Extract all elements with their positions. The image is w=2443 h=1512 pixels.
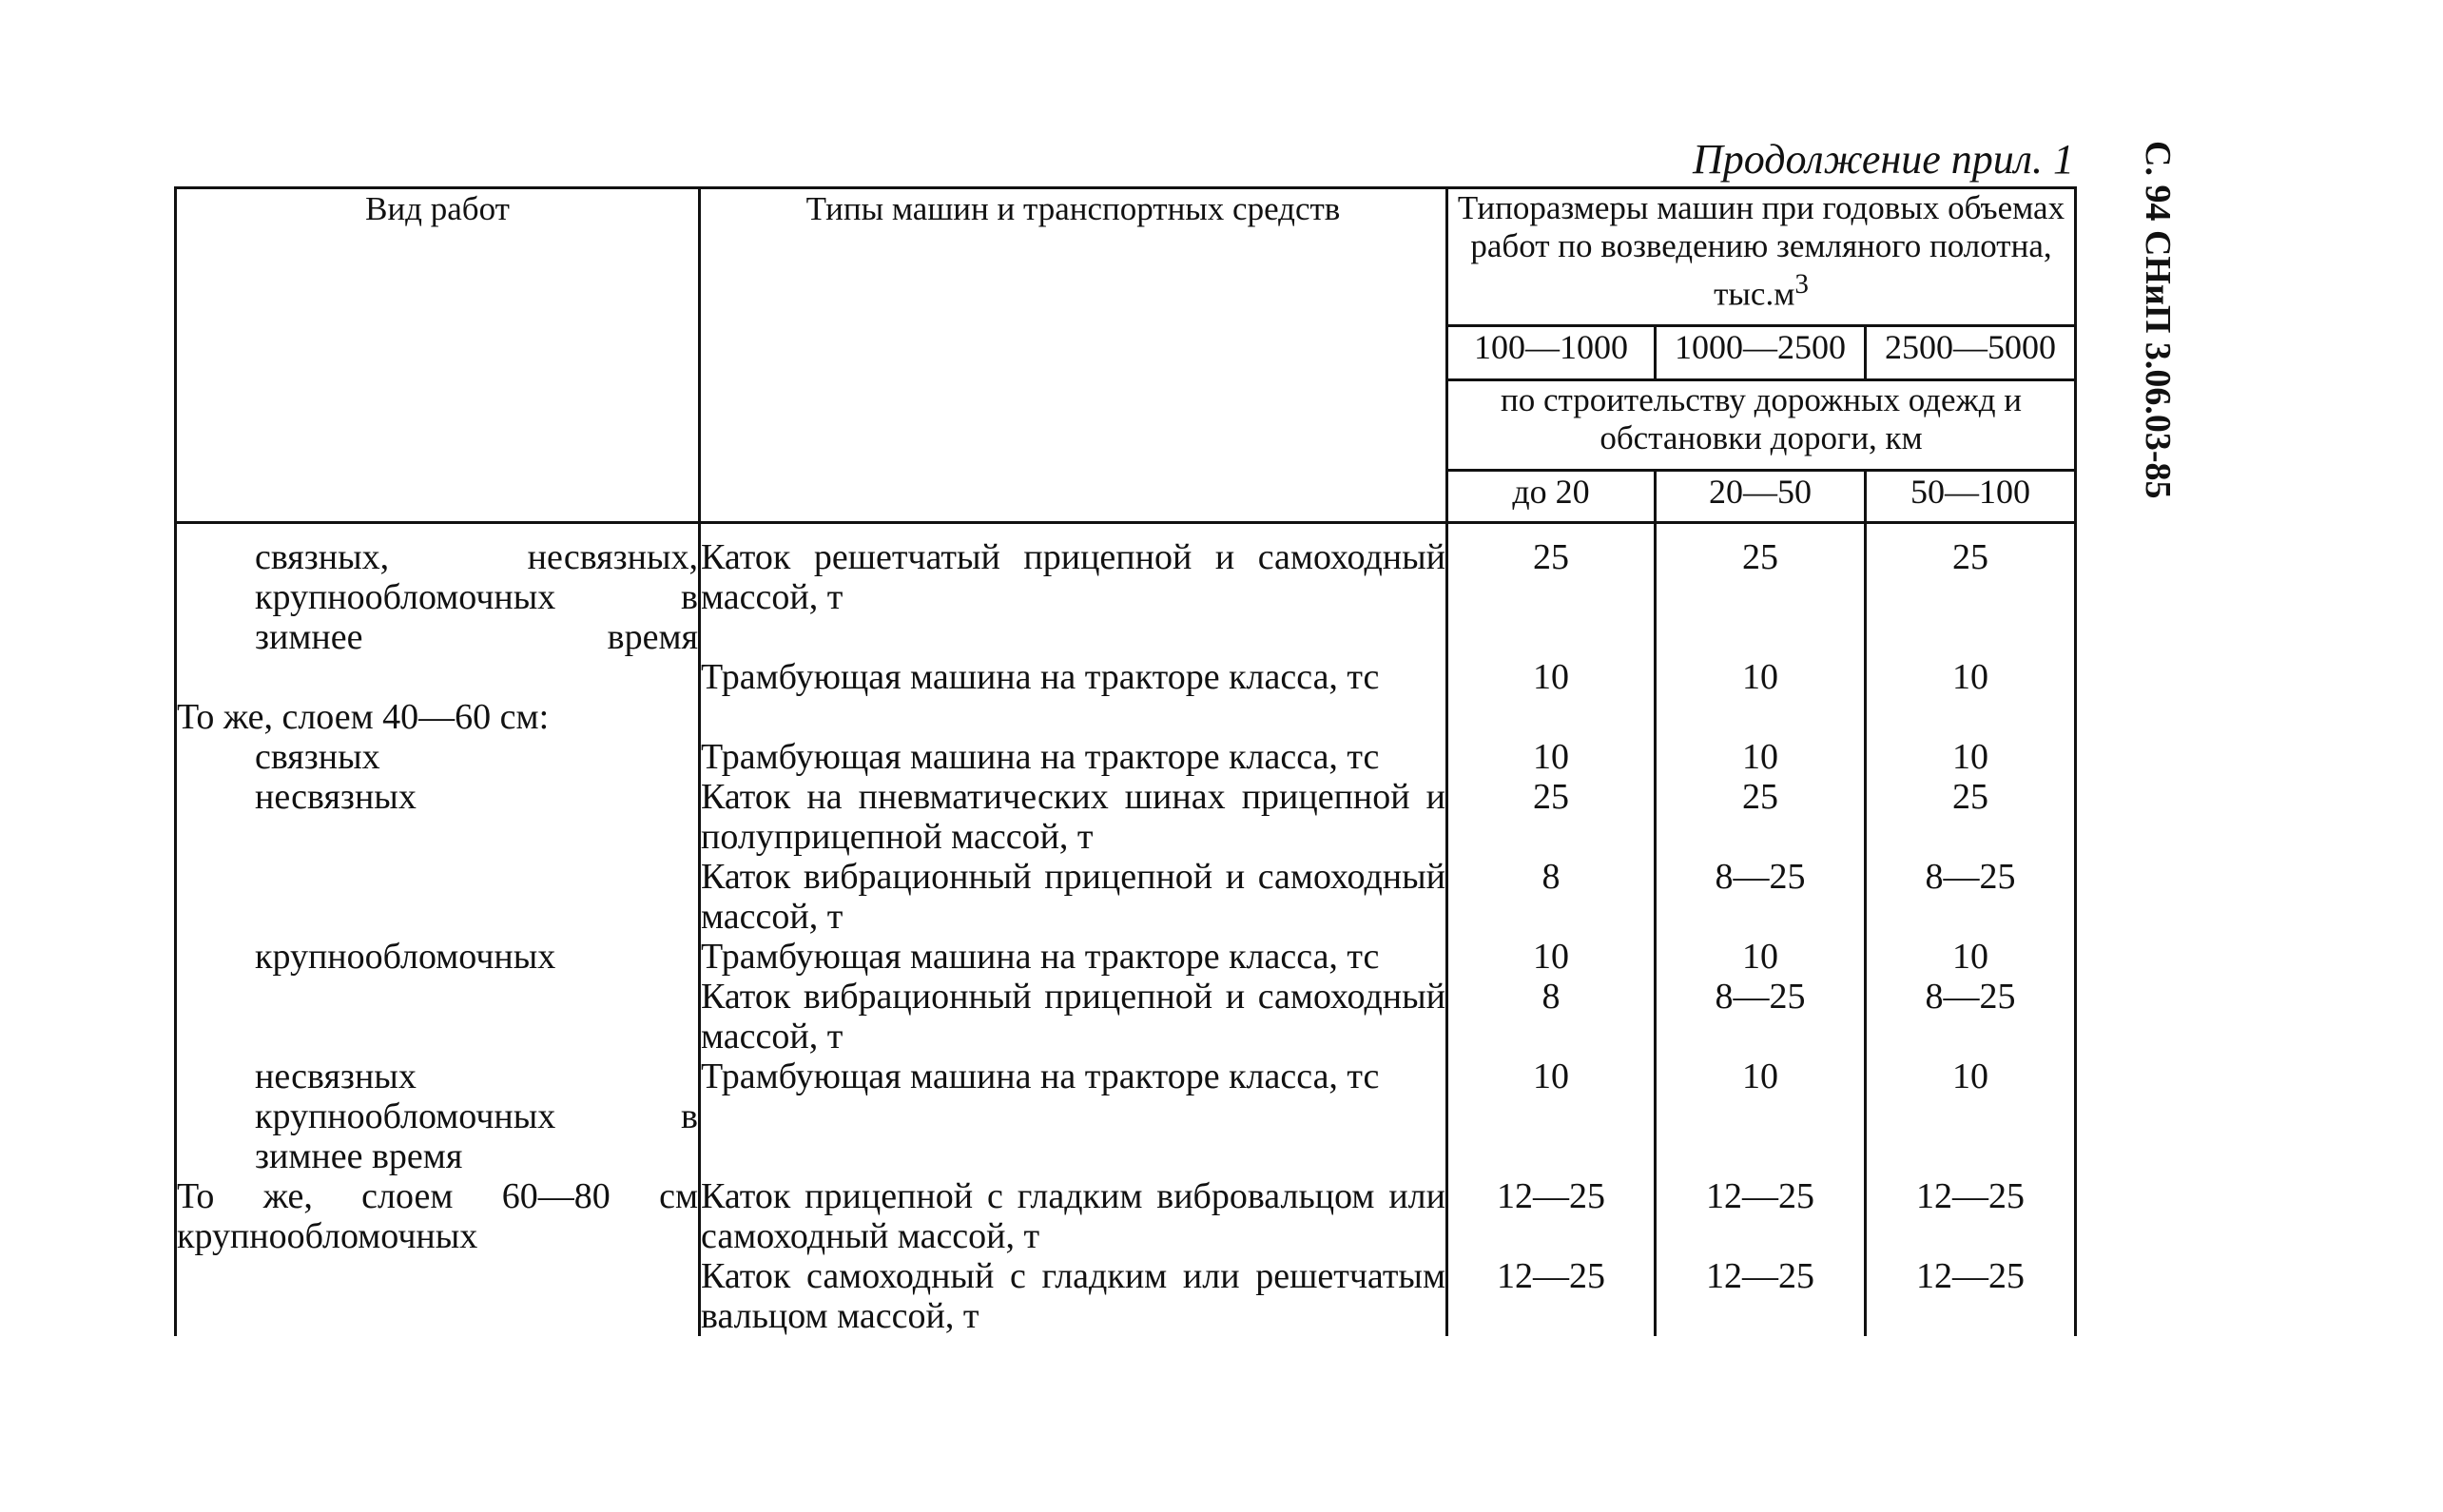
value-cell: 10 bbox=[1447, 937, 1656, 977]
machine-type: Каток вибрационный прицепной и самоходный массой, т bbox=[701, 857, 1445, 937]
header-group-text: Типоразмеры машин при годовых объемах работ по возведению земляного полотна, тыс.м bbox=[1457, 189, 2065, 313]
value-cell: 10 bbox=[1447, 737, 1656, 777]
machine-type: Каток самоходный с гладким или решетчатым вальцом массой, т bbox=[701, 1256, 1445, 1336]
machines-table bbox=[174, 186, 2077, 1336]
header-machine-types: Типы машин и транспортных средств bbox=[700, 188, 1447, 523]
table-row bbox=[176, 857, 2076, 937]
header-work-kind: Вид работ bbox=[176, 188, 700, 523]
value-cell bbox=[1656, 697, 1866, 737]
table-row bbox=[176, 697, 2076, 737]
value-cell: 10 bbox=[1866, 937, 2076, 977]
machine-type: Каток прицепной с гладким вибровальцом или самоходный массой, т bbox=[701, 1176, 1445, 1256]
value-cell: 12—25 bbox=[1866, 1256, 2076, 1336]
work-kind: связных, несвязных, крупнообломочных в зимнее время bbox=[255, 537, 698, 657]
table-row bbox=[176, 777, 2076, 857]
work-kind: связных bbox=[255, 737, 380, 777]
value-cell: 8—25 bbox=[1656, 857, 1866, 937]
value-cell: 10 bbox=[1656, 937, 1866, 977]
work-kind: То же, слоем 40—60 см: bbox=[177, 697, 550, 737]
work-kind: крупнообломочных bbox=[255, 937, 556, 977]
value-cell: 12—25 bbox=[1656, 1256, 1866, 1336]
value-cell bbox=[1447, 697, 1656, 737]
machine-type: Трамбующая машина на тракторе класса, тс bbox=[700, 657, 1447, 697]
table-row bbox=[176, 1056, 2076, 1176]
value-cell: 25 bbox=[1656, 523, 1866, 658]
header-distance: 20—50 bbox=[1656, 471, 1866, 523]
table-row bbox=[176, 1176, 2076, 1256]
value-cell: 12—25 bbox=[1866, 1176, 2076, 1256]
value-cell: 10 bbox=[1866, 1056, 2076, 1176]
header-range: 100—1000 bbox=[1447, 326, 1656, 380]
machine-type: Каток на пневматических шинах прицепной и полуприцепной массой, т bbox=[701, 777, 1445, 857]
value-cell: 12—25 bbox=[1447, 1256, 1656, 1336]
table-row bbox=[176, 1256, 2076, 1336]
value-cell: 25 bbox=[1447, 777, 1656, 857]
value-cell: 25 bbox=[1866, 523, 2076, 658]
value-cell: 8—25 bbox=[1866, 977, 2076, 1056]
value-cell: 25 bbox=[1656, 777, 1866, 857]
table-row bbox=[176, 937, 2076, 977]
value-cell: 12—25 bbox=[1447, 1176, 1656, 1256]
table-row bbox=[176, 523, 2076, 658]
table-row bbox=[176, 977, 2076, 1056]
table-row bbox=[176, 657, 2076, 697]
value-cell: 10 bbox=[1656, 657, 1866, 697]
header-group bbox=[1447, 188, 2076, 326]
header-distance: 50—100 bbox=[1866, 471, 2076, 523]
side-page-reference: С. 94 СНиП 3.06.03-85 bbox=[2138, 141, 2178, 499]
table-row bbox=[176, 737, 2076, 777]
header-range: 1000—2500 bbox=[1656, 326, 1866, 380]
value-cell: 25 bbox=[1447, 523, 1656, 658]
value-cell: 8—25 bbox=[1866, 857, 2076, 937]
work-kind: несвязных крупнообломочных в зимнее время bbox=[255, 1056, 698, 1176]
value-cell: 25 bbox=[1866, 777, 2076, 857]
header-group-sup: 3 bbox=[1794, 269, 1809, 300]
work-kind: То же, слоем 60—80 см крупнообломочных bbox=[177, 1176, 698, 1256]
value-cell: 10 bbox=[1656, 1056, 1866, 1176]
machine-type bbox=[700, 697, 1447, 737]
value-cell: 10 bbox=[1656, 737, 1866, 777]
value-cell: 8 bbox=[1447, 977, 1656, 1056]
value-cell: 10 bbox=[1447, 657, 1656, 697]
value-cell: 10 bbox=[1447, 1056, 1656, 1176]
value-cell: 12—25 bbox=[1656, 1176, 1866, 1256]
value-cell bbox=[1866, 697, 2076, 737]
page-title: Продолжение прил. 1 bbox=[1693, 136, 2074, 183]
header-road: по строительству дорожных одежд и обстановки дороги, км bbox=[1447, 380, 2076, 471]
value-cell: 8 bbox=[1447, 857, 1656, 937]
value-cell: 8—25 bbox=[1656, 977, 1866, 1056]
machine-type: Трамбующая машина на тракторе класса, тс bbox=[700, 937, 1447, 977]
machine-type: Каток вибрационный прицепной и самоходный массой, т bbox=[701, 977, 1445, 1056]
value-cell: 10 bbox=[1866, 737, 2076, 777]
header-range: 2500—5000 bbox=[1866, 326, 2076, 380]
value-cell: 10 bbox=[1866, 657, 2076, 697]
header-distance: до 20 bbox=[1447, 471, 1656, 523]
machine-type: Трамбующая машина на тракторе класса, тс bbox=[700, 737, 1447, 777]
work-kind: несвязных bbox=[255, 777, 417, 817]
machine-type: Трамбующая машина на тракторе класса, тс bbox=[700, 1056, 1447, 1176]
machine-type: Каток решетчатый прицепной и самоходный массой, т bbox=[700, 523, 1447, 658]
